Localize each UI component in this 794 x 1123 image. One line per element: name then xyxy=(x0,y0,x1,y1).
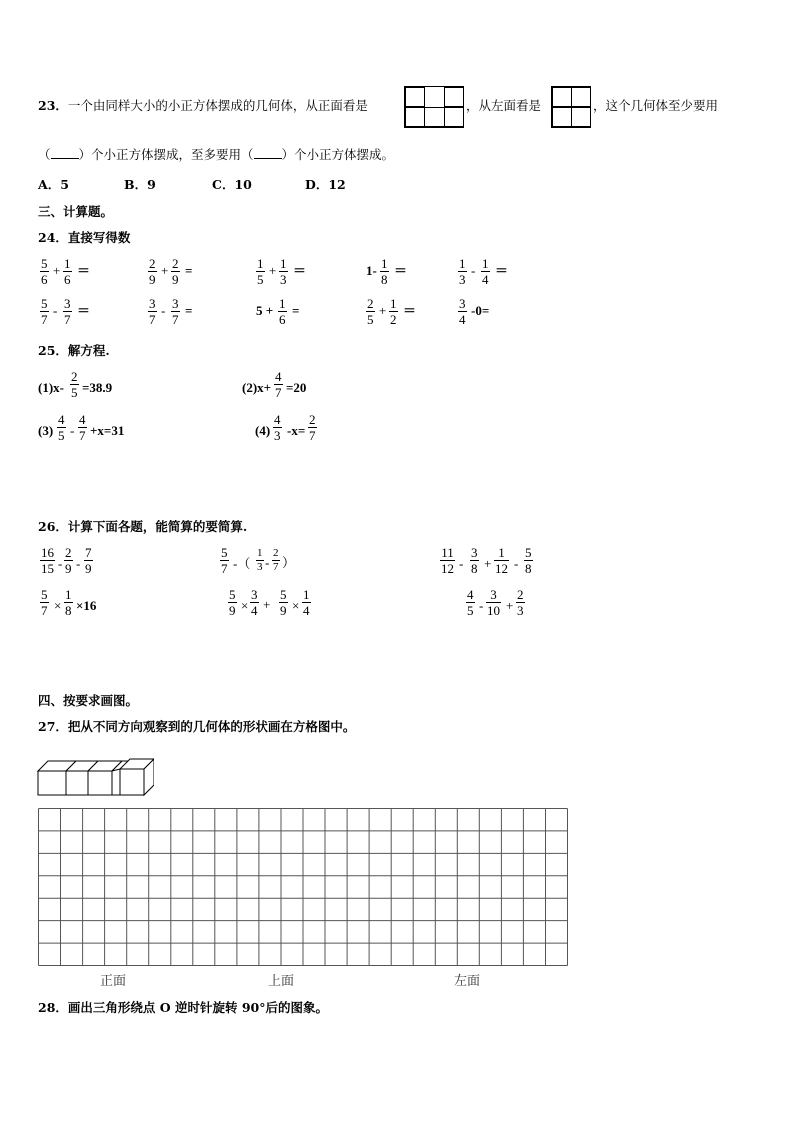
denominator: 4 xyxy=(482,272,489,287)
q23-line1 xyxy=(38,100,368,113)
q24-operator: + xyxy=(269,263,277,278)
q26-p5-f1 xyxy=(228,588,237,617)
denominator: 10 xyxy=(487,603,500,618)
front-view-figure xyxy=(404,86,464,128)
q25-e3-suffix: +x=31 xyxy=(90,423,125,438)
denominator: 3 xyxy=(280,272,287,287)
numerator: 5 xyxy=(525,545,532,560)
q25-e1-suffix: =38.9 xyxy=(82,380,113,395)
numerator: 1 xyxy=(280,256,287,271)
q28-title: 28．画出三角形绕点 O 逆时针旋转 90°后的图象。 xyxy=(38,1000,328,1015)
numerator: 3 xyxy=(64,296,71,311)
q25-e4-prefix: (4) xyxy=(255,423,271,438)
q24-fraction-a xyxy=(458,257,467,286)
q25-e3-fraction-1 xyxy=(57,413,66,442)
denominator: 2 xyxy=(390,312,397,327)
denominator: 7 xyxy=(309,428,316,443)
q23-option-a[interactable]: A．5 xyxy=(38,177,69,192)
cube-solid-figure xyxy=(36,755,154,799)
numerator: 2 xyxy=(71,369,78,384)
numerator: 1 xyxy=(257,547,263,559)
denominator: 5 xyxy=(467,603,474,618)
q26-p3-f1 xyxy=(440,546,455,575)
q24-equals: ＝ xyxy=(293,263,307,278)
q24-title: 24．直接写得数 xyxy=(38,230,131,245)
q26-p1-f1 xyxy=(40,546,55,575)
q24-fraction-a xyxy=(40,257,49,286)
denominator: 9 xyxy=(229,603,236,618)
denominator: 7 xyxy=(273,561,279,573)
q24-fraction-b xyxy=(63,297,72,326)
numerator: 4 xyxy=(274,412,281,427)
q24-equals: = xyxy=(185,263,193,278)
q26-p3-f4 xyxy=(524,546,533,575)
denominator: 8 xyxy=(525,561,532,576)
q24-equals: = xyxy=(292,303,300,318)
numerator: 1 xyxy=(64,256,71,271)
q25-e4-operator: -x= xyxy=(287,423,306,438)
q24-equals: ＝ xyxy=(394,263,408,278)
numerator: 2 xyxy=(149,256,156,271)
q25-e1-prefix: (1)x- xyxy=(38,380,64,395)
denominator: 3 xyxy=(274,428,281,443)
numerator: 1 xyxy=(303,587,310,602)
q25-title: 25．解方程. xyxy=(38,343,110,358)
q26-p3-op3: - xyxy=(514,556,519,571)
q26-p1-op1: - xyxy=(58,556,63,571)
answer-grid[interactable] xyxy=(38,808,568,966)
q24-fraction-a xyxy=(148,297,157,326)
q25-e3-fraction-2 xyxy=(78,413,87,442)
q26-p1-op2: - xyxy=(76,556,81,571)
q27-title: 27．把从不同方向观察到的几何体的形状画在方格图中。 xyxy=(38,719,356,734)
q26-p5-f3 xyxy=(279,588,288,617)
denominator: 7 xyxy=(41,603,48,618)
numerator: 1 xyxy=(459,256,466,271)
q25-e2-fraction xyxy=(274,370,283,399)
grid-label-front: 正面 xyxy=(100,974,127,989)
left-view-figure xyxy=(551,86,591,128)
q23-number: 23． xyxy=(38,98,68,113)
answer-blank-min[interactable] xyxy=(51,148,79,159)
q26-p6-op1: - xyxy=(479,598,484,613)
numerator: 1 xyxy=(381,256,388,271)
q24-prefix: 5 + xyxy=(256,303,274,318)
numerator: 3 xyxy=(490,587,497,602)
q24-fraction-b xyxy=(380,257,389,286)
denominator: 8 xyxy=(471,561,478,576)
q26-p6-f1 xyxy=(466,588,475,617)
q23-line2-mid: ）个小正方体摆成，至多要用（ xyxy=(78,147,254,162)
q26-title: 26．计算下面各题，能简算的要简算. xyxy=(38,519,248,534)
denominator: 7 xyxy=(221,561,228,576)
section-3-heading: 三、计算题。 xyxy=(38,204,114,219)
q24-fraction-a xyxy=(256,257,265,286)
numerator: 3 xyxy=(149,296,156,311)
q24-fraction-b xyxy=(63,257,72,286)
denominator: 7 xyxy=(79,428,86,443)
denominator: 6 xyxy=(279,312,286,327)
q26-p4-f2 xyxy=(64,588,73,617)
q24-fraction-a xyxy=(40,297,49,326)
q25-e2-prefix: (2)x+ xyxy=(242,380,272,395)
q23-text-c: ，这个几何体至少要用 xyxy=(593,98,719,113)
q26-p6-op2: + xyxy=(506,598,514,613)
q26-p5-f4 xyxy=(302,588,311,617)
q26-p4-f1 xyxy=(40,588,49,617)
q26-p6-f2 xyxy=(486,588,501,617)
q23-line2 xyxy=(38,148,394,162)
q24-operator: + xyxy=(379,303,387,318)
q23-option-b[interactable]: B．9 xyxy=(124,177,156,192)
q25-e2-suffix: =20 xyxy=(286,380,307,395)
q24-fraction-a xyxy=(148,257,157,286)
denominator: 4 xyxy=(303,603,310,618)
numerator: 4 xyxy=(467,587,474,602)
q23-option-c[interactable]: C．10 xyxy=(212,177,252,192)
numerator: 5 xyxy=(41,587,48,602)
numerator: 1 xyxy=(498,545,505,560)
q24-fraction-a xyxy=(458,297,467,326)
numerator: 3 xyxy=(459,296,466,311)
denominator: 5 xyxy=(58,428,65,443)
denominator: 6 xyxy=(64,272,71,287)
q24-operator: - xyxy=(471,263,476,278)
q26-p1-f2 xyxy=(64,546,73,575)
answer-blank-max[interactable] xyxy=(254,148,282,159)
q26-p2-close: ） xyxy=(282,555,296,570)
q24-fraction-b xyxy=(171,297,180,326)
section-4-heading: 四、按要求画图。 xyxy=(38,693,139,708)
denominator: 7 xyxy=(41,312,48,327)
q24-equals: ＝ xyxy=(77,263,91,278)
denominator: 15 xyxy=(41,561,54,576)
numerator: 3 xyxy=(251,587,258,602)
q24-fraction-b xyxy=(481,257,490,286)
numerator: 16 xyxy=(41,545,54,560)
denominator: 7 xyxy=(275,385,282,400)
denominator: 3 xyxy=(459,272,466,287)
q26-p2-f2 xyxy=(256,548,264,573)
numerator: 4 xyxy=(58,412,65,427)
numerator: 7 xyxy=(85,545,92,560)
q24-equals: ＝ xyxy=(77,303,91,318)
denominator: 3 xyxy=(517,603,524,618)
q26-p4-suffix: ×16 xyxy=(76,598,97,613)
denominator: 4 xyxy=(251,603,258,618)
numerator: 5 xyxy=(229,587,236,602)
q24-operator: - xyxy=(53,303,58,318)
q26-p2-open: -（ xyxy=(233,556,251,571)
numerator: 11 xyxy=(441,545,454,560)
q24-operator: - xyxy=(161,303,166,318)
numerator: 1 xyxy=(65,587,72,602)
q26-p5-f2 xyxy=(250,588,259,617)
q26-p6-f3 xyxy=(516,588,525,617)
denominator: 7 xyxy=(172,312,179,327)
numerator: 2 xyxy=(367,296,374,311)
q26-p3-f2 xyxy=(470,546,479,575)
q23-text-b: ，从左面看是 xyxy=(466,98,542,113)
numerator: 2 xyxy=(309,412,316,427)
q26-p4-op: × xyxy=(54,598,62,613)
q23-text-a: 一个由同样大小的小正方体摆成的几何体，从正面看是 xyxy=(67,98,368,113)
q24-fraction-a xyxy=(366,297,375,326)
denominator: 4 xyxy=(459,312,466,327)
q24-operator: + xyxy=(53,263,61,278)
q24-fraction-b xyxy=(171,257,180,286)
numerator: 1 xyxy=(279,296,286,311)
numerator: 4 xyxy=(79,412,86,427)
numerator: 2 xyxy=(273,547,279,559)
denominator: 9 xyxy=(172,272,179,287)
q26-p5-op1: × xyxy=(241,598,249,613)
q26-p5-op3: × xyxy=(292,598,300,613)
q26-p3-op1: - xyxy=(459,556,464,571)
denominator: 3 xyxy=(257,561,263,573)
q23-paren-open: （ xyxy=(38,147,51,162)
q26-p2-op: - xyxy=(265,555,270,570)
numerator: 3 xyxy=(172,296,179,311)
grid-label-left: 左面 xyxy=(454,974,481,989)
denominator: 5 xyxy=(257,272,264,287)
numerator: 5 xyxy=(280,587,287,602)
numerator: 5 xyxy=(221,545,228,560)
q24-operator: + xyxy=(161,263,169,278)
q24-equals: ＝ xyxy=(495,263,509,278)
denominator: 5 xyxy=(71,385,78,400)
q24-equals: -0= xyxy=(471,303,490,318)
q25-e1-fraction xyxy=(70,370,79,399)
q25-e3-operator: - xyxy=(70,423,75,438)
denominator: 9 xyxy=(65,561,72,576)
numerator: 2 xyxy=(517,587,524,602)
numerator: 5 xyxy=(41,256,48,271)
grid-label-top: 上面 xyxy=(268,974,295,989)
q26-p3-op2: + xyxy=(484,556,492,571)
denominator: 6 xyxy=(41,272,48,287)
numerator: 3 xyxy=(471,545,478,560)
denominator: 9 xyxy=(149,272,156,287)
denominator: 8 xyxy=(65,603,72,618)
denominator: 12 xyxy=(441,561,454,576)
q24-fraction-b xyxy=(389,297,398,326)
numerator: 1 xyxy=(390,296,397,311)
numerator: 1 xyxy=(482,256,489,271)
q25-e4-fraction-1 xyxy=(273,413,282,442)
denominator: 5 xyxy=(367,312,374,327)
numerator: 2 xyxy=(65,545,72,560)
q26-p5-op2: + xyxy=(263,597,271,612)
q24-equals: ＝ xyxy=(403,303,417,318)
denominator: 7 xyxy=(149,312,156,327)
q24-fraction-b xyxy=(279,257,288,286)
numerator: 5 xyxy=(41,296,48,311)
denominator: 9 xyxy=(85,561,92,576)
numerator: 4 xyxy=(275,369,282,384)
q26-p3-f3 xyxy=(494,546,509,575)
denominator: 7 xyxy=(64,312,71,327)
denominator: 8 xyxy=(381,272,388,287)
q24-prefix: 1- xyxy=(366,263,377,278)
denominator: 12 xyxy=(495,561,508,576)
q24-fraction-b xyxy=(278,297,287,326)
q26-p2-f3 xyxy=(272,548,280,573)
numerator: 1 xyxy=(257,256,264,271)
q25-e3-prefix: (3) xyxy=(38,423,54,438)
q23-line2-end: ）个小正方体摆成。 xyxy=(281,147,395,162)
denominator: 9 xyxy=(280,603,287,618)
q24-equals: = xyxy=(185,303,193,318)
q26-p2-f1 xyxy=(220,546,229,575)
q23-option-d[interactable]: D．12 xyxy=(305,177,346,192)
numerator: 2 xyxy=(172,256,179,271)
q25-e4-fraction-2 xyxy=(308,413,317,442)
q26-p1-f3 xyxy=(84,546,93,575)
